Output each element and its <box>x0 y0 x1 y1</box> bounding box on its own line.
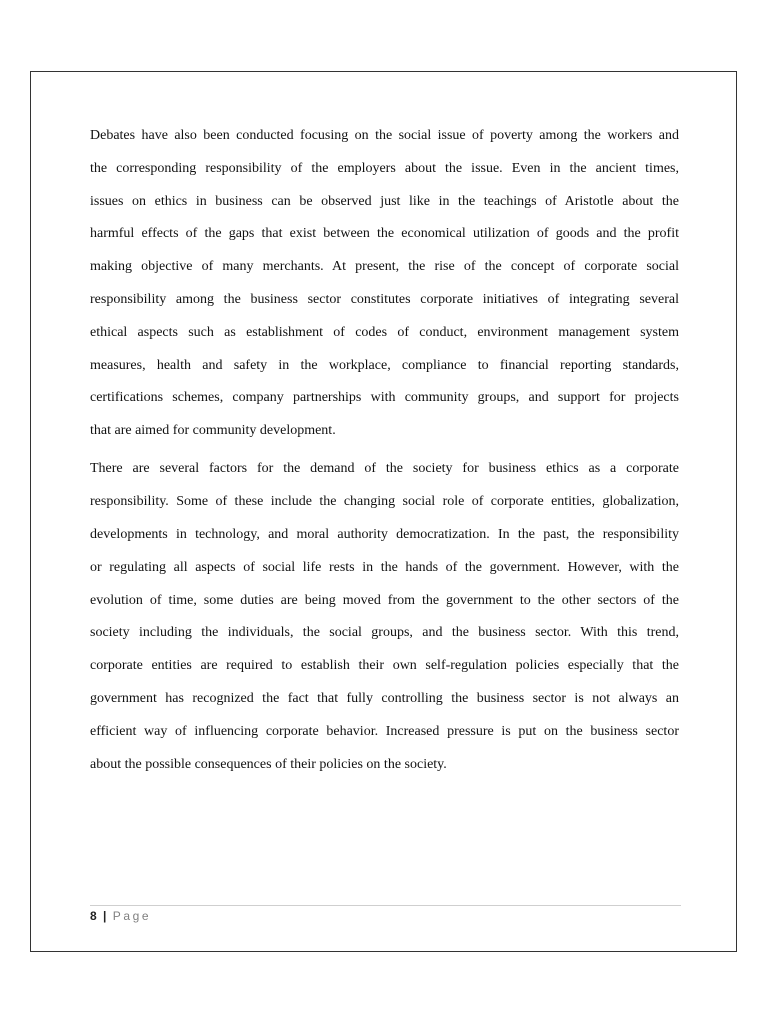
text-line: responsibility among the business sector constitutes corporate initiatives of integrating several <box>90 291 679 307</box>
page-number: 8 <box>90 909 97 923</box>
text-line: responsibility. Some of these include the changing social role of corporate entities, globalization, <box>90 494 679 510</box>
text-line: harmful effects of the gaps that exist between the economical utilization of goods and the profit <box>90 226 679 242</box>
text-line: about the possible consequences of their policies on the society. <box>90 756 447 772</box>
paragraph-2 <box>90 457 679 785</box>
text-line: evolution of time, some duties are being moved from the government to the other sectors of the <box>90 592 679 608</box>
text-line: or regulating all aspects of social life rests in the hands of the government. However, with the <box>90 559 679 575</box>
paragraph-1 <box>90 124 679 452</box>
text-line: Debates have also been conducted focusing on the social issue of poverty among the workers and <box>90 128 679 143</box>
text-line: issues on ethics in business can be observed just like in the teachings of Aristotle about the <box>90 193 679 209</box>
text-line: certifications schemes, company partnerships with community groups, and support for projects <box>90 390 679 406</box>
text-line: ethical aspects such as establishment of codes of conduct, environment management system <box>90 324 679 340</box>
text-line: There are several factors for the demand of the society for business ethics as a corporate <box>90 461 679 477</box>
footer-separator: | <box>103 909 107 923</box>
text-line: government has recognized the fact that fully controlling the business sector is not always an <box>90 691 679 707</box>
text-line: measures, health and safety in the workplace, compliance to financial reporting standards, <box>90 357 679 373</box>
text-line: the corresponding responsibility of the employers about the issue. Even in the ancient times, <box>90 160 679 176</box>
text-line: corporate entities are required to establish their own self-regulation policies especially that the <box>90 658 679 674</box>
text-line: developments in technology, and moral authority democratization. In the past, the responsibility <box>90 527 679 543</box>
text-line: society including the individuals, the social groups, and the business sector. With this trend, <box>90 625 679 641</box>
text-line: making objective of many merchants. At present, the rise of the concept of corporate social <box>90 259 679 275</box>
page-label: Page <box>112 909 152 923</box>
text-line: that are aimed for community development. <box>90 423 336 439</box>
footer-divider <box>90 905 681 906</box>
text-line: efficient way of influencing corporate behavior. Increased pressure is put on the business sector <box>90 723 679 739</box>
body-text <box>90 124 679 785</box>
page-footer <box>90 909 151 923</box>
